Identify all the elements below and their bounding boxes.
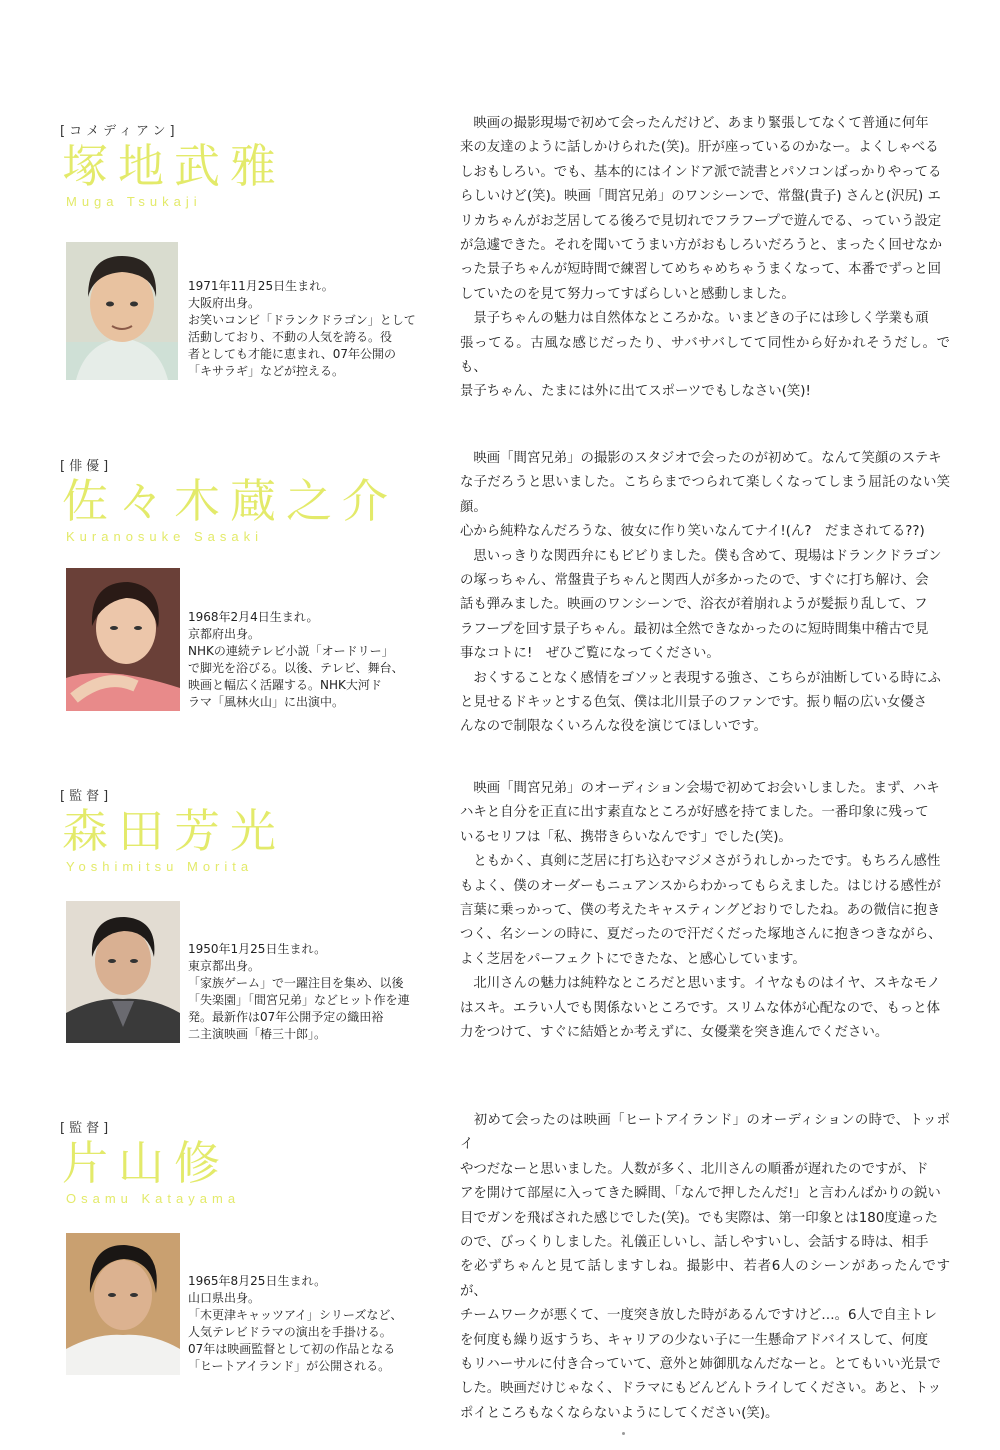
person-name: 佐々木蔵之介 [62, 474, 398, 528]
biography: 1968年2月4日生まれ。 京都府出身。 NHKの連続テレビ小説「オードリー」 で脚光を浴びる。以後、テレビ、舞台、 映画と幅広く活躍する。NHK大河ド ラマ「風林火山」に出演中。 [188, 610, 404, 709]
comment-text: 映画「間宮兄弟」の撮影のスタジオで会ったのが初めて。なんて笑顔のステキ な子だろうと思いました。こちらまでつられて楽しくなってしまう屈託のない笑顔。 心から純粋なんだろうな、彼女に作り笑いなんてナイ!(ん? だまされてる??) 思いっきりな関西弁にもビビりました。僕も含めて、現場はドランクドラゴン の塚っちゃん、常盤貴子ちゃんと関西人が多かったので、すぐに打ち解け、会 話も弾みました。映画のワンシーンで、浴衣が着崩れようが髪振り乱して、フ ラフープを回す景子ちゃん。最初は全然できなかったのに短時間集中稽古で見 事なコトに! ぜひご覧になってください。 おくすることなく感情をゴソッと表現する強さ、こちらが油断している時にふ と見せるドキッとする色気、僕は北川景子のファンです。振り幅の広い女優さ んなので制限なくいろんな役を演じてほしいです。 [460, 451, 950, 735]
role-label: [監督] [60, 789, 113, 804]
person-name: 塚地武雅 [62, 139, 286, 193]
portrait-photo [66, 901, 180, 1043]
role-label: [俳優] [60, 459, 113, 474]
biography: 1965年8月25日生まれ。 山口県出身。 「木更津キャッツアイ」シリーズなど、 人気テレビドラマの演出を手掛ける。 07年は映画監督として初の作品となる 「ヒートアイランド」が公開される。 [188, 1274, 403, 1373]
person-name: 片山修 [62, 1136, 230, 1190]
role-label: [コメディアン] [60, 124, 179, 139]
person-romaji: Osamu Katayama [66, 1191, 241, 1206]
comment-text: 映画の撮影現場で初めて会ったんだけど、あまり緊張してなくて普通に何年 来の友達のように話しかけられた(笑)。肝が座っているのかなー。よくしゃべる しおもしろい。でも、基本的にはインドア派で読書とパソコンばっかりやってる らしいけど(笑)。映画「間宮兄弟」のワンシーンで、常盤(貴子) さんと(沢尻) エ リカちゃんがお芝居してる後ろで見切れでフラフープで遊んでる、っていう設定 が急遽できた。それを聞いてうまい方がおもしろいだろうと、まったく回せなか った景子ちゃんが短時間で練習してめちゃめちゃうまくなって、本番でずっと回 していたのを見て努力ってすばらしいと感動しました。 景子ちゃんの魅力は自然体なところかな。いまどきの子には珍しく学業も頑 張ってる。古風な感じだったり、サバサバしてて同性から好かれそうだし。でも、 景子ちゃん、たまには外に出てスポーツでもしなさい(笑)! [460, 116, 950, 400]
portrait-photo [66, 242, 178, 380]
person-name: 森田芳光 [62, 804, 286, 858]
person-romaji: Kuranosuke Sasaki [66, 529, 264, 544]
role-label: [監督] [60, 1121, 113, 1136]
comment-text: 映画「間宮兄弟」のオーディション会場で初めてお会いしました。まず、ハキ ハキと自分を正直に出す素直なところが好感を持てました。一番印象に残って いるセリフは「私、携帯きらいなんです」でした(笑)。 ともかく、真剣に芝居に打ち込むマジメさがうれしかったです。もちろん感性 もよく、僕のオーダーもニュアンスからわかってもらえました。はじける感性が 言葉に乗っかって、僕の考えたキャスティングどおりでしたね。あの微信に抱き つく、名シーンの時に、夏だったので汗だくだった塚地さんに抱きつきながら、 よく芝居をパーフェクトにできたな、と感心しています。 北川さんの魅力は純粋なところだと思います。イヤなものはイヤ、スキなモノ はスキ。エラい人でも関係ないところです。スリムな体が心配なので、もっと体 力をつけて、すぐに結婚とか考えずに、女優業を突き進んでください。 [460, 781, 942, 1041]
portrait-photo [66, 568, 180, 711]
person-romaji: Muga Tsukaji [66, 194, 202, 209]
biography: 1971年11月25日生まれ。 大阪府出身。 お笑いコンビ「ドランクドラゴン」として 活動しており、不動の人気を誇る。役 者としても才能に恵まれ、07年公開の 「キサラギ」などが控える。 [188, 279, 416, 378]
person-romaji: Yoshimitsu Morita [66, 859, 254, 874]
portrait-photo [66, 1233, 180, 1375]
comment-text: 初めて会ったのは映画「ヒートアイランド」のオーディションの時で、トッポイ やつだなーと思いました。人数が多く、北川さんの順番が遅れたのですが、ド アを開けて部屋に入ってきた瞬間、「なんで押したんだ!」と言わんばかりの鋭い 目でガンを飛ばされた感じでした(笑)。でも実際は、第一印象とは180度違った ので、びっくりしました。礼儀正しいし、話しやすいし、会話する時は、相手 を必ずちゃんと見て話しますしね。撮影中、若者6人のシーンがあったんですが、 チームワークが悪くて、一度突き放した時があるんですけど…。6人で自主トレ を何度も繰り返すうち、キャリアの少ない子に一生懸命アドバイスして、何度 もリハーサルに付き合っていて、意外と姉御肌なんだなーと。とてもいい光景で した。映画だけじゃなく、ドラマにもどんどんトライしてください。あと、トッ ポイところもなくならないようにしてください(笑)。 [460, 1113, 950, 1421]
page-mark [622, 1432, 625, 1435]
biography: 1950年1月25日生まれ。 東京都出身。 「家族ゲーム」で一躍注目を集め、以後 「失楽園」「間宮兄弟」などヒット作を連 発。最新作は07年公開予定の織田裕 二主演映画「椿三十郎」。 [188, 942, 410, 1041]
